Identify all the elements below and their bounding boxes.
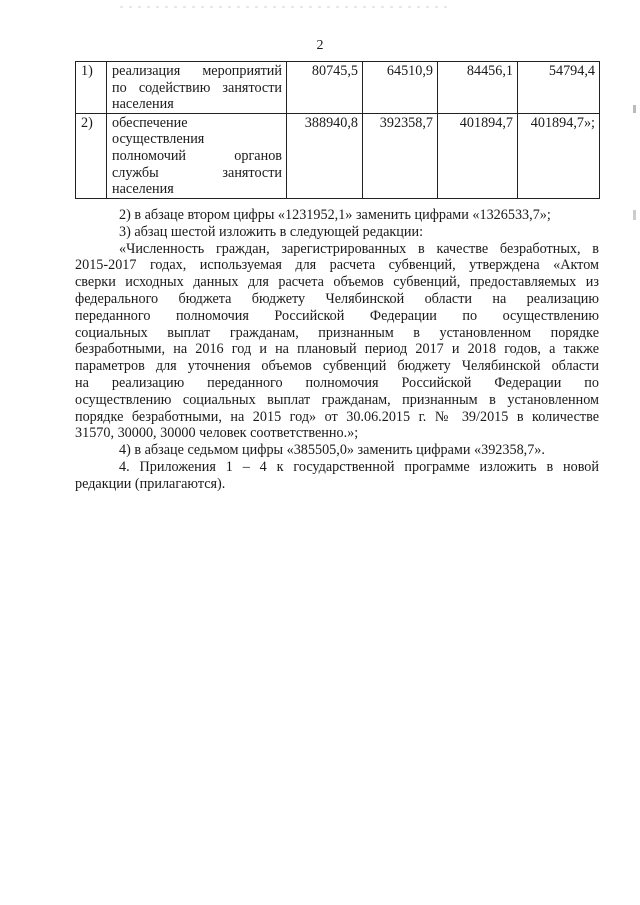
- row-name-line: службы занятости: [112, 164, 282, 181]
- table-row: [76, 62, 600, 114]
- quote-line: федерального бюджета бюджету Челябинской области на реализацию: [75, 290, 599, 307]
- main-item-4-line: 4. Приложения 1 – 4 к государственной программе изложить в новой: [119, 458, 599, 475]
- quote-line: порядке безработными, на 2015 год» от 30.06.2015 г. № 39/2015 в количестве: [75, 408, 599, 425]
- value-cell: 54794,4: [518, 62, 600, 114]
- value-cell: 392358,7: [363, 113, 438, 198]
- subsidy-table: [75, 61, 600, 199]
- row-name: [107, 113, 287, 198]
- row-number: 2): [76, 113, 107, 198]
- row-name-line: обеспечение: [112, 114, 188, 131]
- quote-line: сверки исходных данных для расчета объемов субвенций, предоставляемых из: [75, 274, 599, 291]
- document-body: [75, 207, 599, 493]
- amendment-item-2: 2) в абзаце втором цифры «1231952,1» заменить цифрами «1326533,7»;: [119, 207, 551, 223]
- quote-line: параметров для уточнения объемов субвенций бюджету Челябинской области: [75, 358, 599, 375]
- main-item-4-line: редакции (прилагаются).: [75, 475, 226, 492]
- quote-line: социальных выплат гражданам, признанным в установленном порядке: [75, 324, 599, 341]
- value-cell: 401894,7: [438, 113, 518, 198]
- row-name-line: реализация мероприятий: [112, 63, 282, 79]
- quoted-paragraph: [75, 241, 599, 443]
- row-name-line: по содействию занятости: [112, 79, 282, 96]
- value-cell: 388940,8: [287, 113, 363, 198]
- quote-line: осуществлению социальных выплат гражданам, признанным в установленном: [75, 391, 599, 408]
- row-name-line: осуществления: [112, 131, 205, 148]
- value-cell: 401894,7»;: [518, 113, 600, 198]
- scan-edge-mark: [633, 105, 636, 113]
- main-item-4: [75, 459, 599, 493]
- row-name: [107, 62, 287, 114]
- table-row: [76, 113, 600, 198]
- quote-line: безработными, на 2016 год и на плановый период 2017 и 2018 годов, а также: [75, 341, 599, 358]
- amendment-item-4: 4) в абзаце седьмом цифры «385505,0» заменить цифрами «392358,7».: [119, 442, 545, 459]
- quote-line: «Численность граждан, зарегистрированных в качестве безработных, в: [119, 240, 599, 257]
- row-number: 1): [76, 62, 107, 114]
- quote-line: переданного полномочия Российской Федерации по осуществлению: [75, 307, 599, 324]
- value-cell: 80745,5: [287, 62, 363, 114]
- value-cell: 64510,9: [363, 62, 438, 114]
- row-name-line: населения: [112, 181, 174, 198]
- quote-line: 31570, 30000, 30000 человек соответственно.»;: [75, 425, 359, 442]
- quote-line: на реализацию переданного полномочия Российской Федерации по: [75, 374, 599, 391]
- row-name-line: полномочий органов: [112, 147, 282, 164]
- value-cell: 84456,1: [438, 62, 518, 114]
- amendment-item-3: 3) абзац шестой изложить в следующей редакции:: [119, 223, 424, 240]
- page-number: 2: [316, 38, 324, 53]
- row-name-line: населения: [112, 96, 174, 113]
- scan-artifact: [120, 6, 450, 8]
- quote-line: 2015-2017 годах, используемая для расчета субвенций, утверждена «Актом: [75, 257, 599, 274]
- scan-edge-mark: [633, 210, 636, 220]
